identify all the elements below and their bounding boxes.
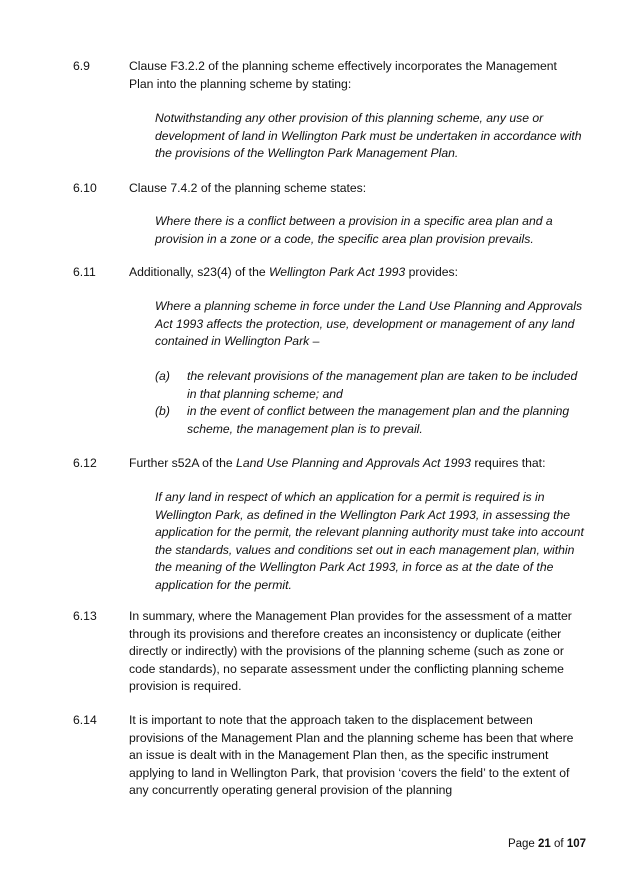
act-title: Land Use Planning and Approvals Act 1993 (236, 456, 471, 470)
clause-text: In summary, where the Management Plan provides for the assessment of a matter through its provisions and therefore creates an inconsistency or duplicate (either directly or indirectly) with the provisions of the planning scheme (such as zone or code standards), no separate assessment under the conflicting planning scheme provision is required. (129, 609, 572, 694)
page-word: Page (507, 838, 535, 850)
clause-number: 6.11 (73, 265, 96, 279)
text-part: provides: (405, 265, 459, 279)
clause-text: It is important to note that the approach taken to the displacement between provisions of the Management Plan and the planning scheme has been that where an issue is dealt with in the Management Plan then, as the specific instrument applying to land in Wellington Park, that provision ‘covers the field’ to the extent of any concurrently operating general provision of the planning (129, 713, 574, 798)
clause-quote: Where a planning scheme in force under the Land Use Planning and Approvals Act 1993 affects the protection, use, development or management of any land contained in Wellington Park – (155, 299, 583, 349)
clause-number: 6.12 (73, 456, 97, 470)
clause-quote: Where there is a conflict between a provision in a specific area plan and a provision in a zone or a code, the specific area plan provision prevails. (155, 214, 553, 246)
list-item-text: in the event of conflict between the management plan and the planning scheme, the management plan is to prevail. (187, 404, 570, 436)
page-footer (480, 836, 586, 854)
clause-number: 6.9 (73, 59, 90, 73)
clause-quote: If any land in respect of which an application for a permit is required is in Wellington Park, as defined in the Wellington Park Act 1993, in assessing the application for the permit, the relevant planning authority must take into account the standards, values and conditions set out in each management plan, within the meaning of the Wellington Park Act 1993, in force as at the date of the application for the permit. (155, 490, 584, 592)
page-number: 21 (538, 838, 551, 850)
of-word: of (554, 838, 564, 850)
list-item-label: (b) (155, 404, 170, 418)
clause-quote: Notwithstanding any other provision of this planning scheme, any use or development of land in Wellington Park must be undertaken in accordance with the provisions of the Wellington Park Management Plan. (155, 111, 582, 161)
text-part: Further s52A of the (129, 456, 237, 470)
act-title: Wellington Park Act 1993 (269, 265, 406, 279)
clause-text (129, 264, 584, 282)
clause-text: Clause 7.4.2 of the planning scheme states: (129, 181, 367, 195)
clause-number: 6.13 (73, 609, 97, 623)
clause-text: Clause F3.2.2 of the planning scheme effectively incorporates the Management Plan into the planning scheme by stating: (129, 59, 557, 91)
clause-number: 6.14 (73, 713, 97, 727)
text-part: requires that: (470, 456, 546, 470)
clause-number: 6.10 (73, 181, 97, 195)
list-item-text: the relevant provisions of the management plan are taken to be included in that planning scheme; and (187, 369, 578, 401)
list-item-label: (a) (155, 369, 170, 383)
page-total: 107 (566, 838, 586, 850)
text-part: Additionally, s23(4) of the (129, 265, 270, 279)
clause-text (129, 455, 584, 473)
